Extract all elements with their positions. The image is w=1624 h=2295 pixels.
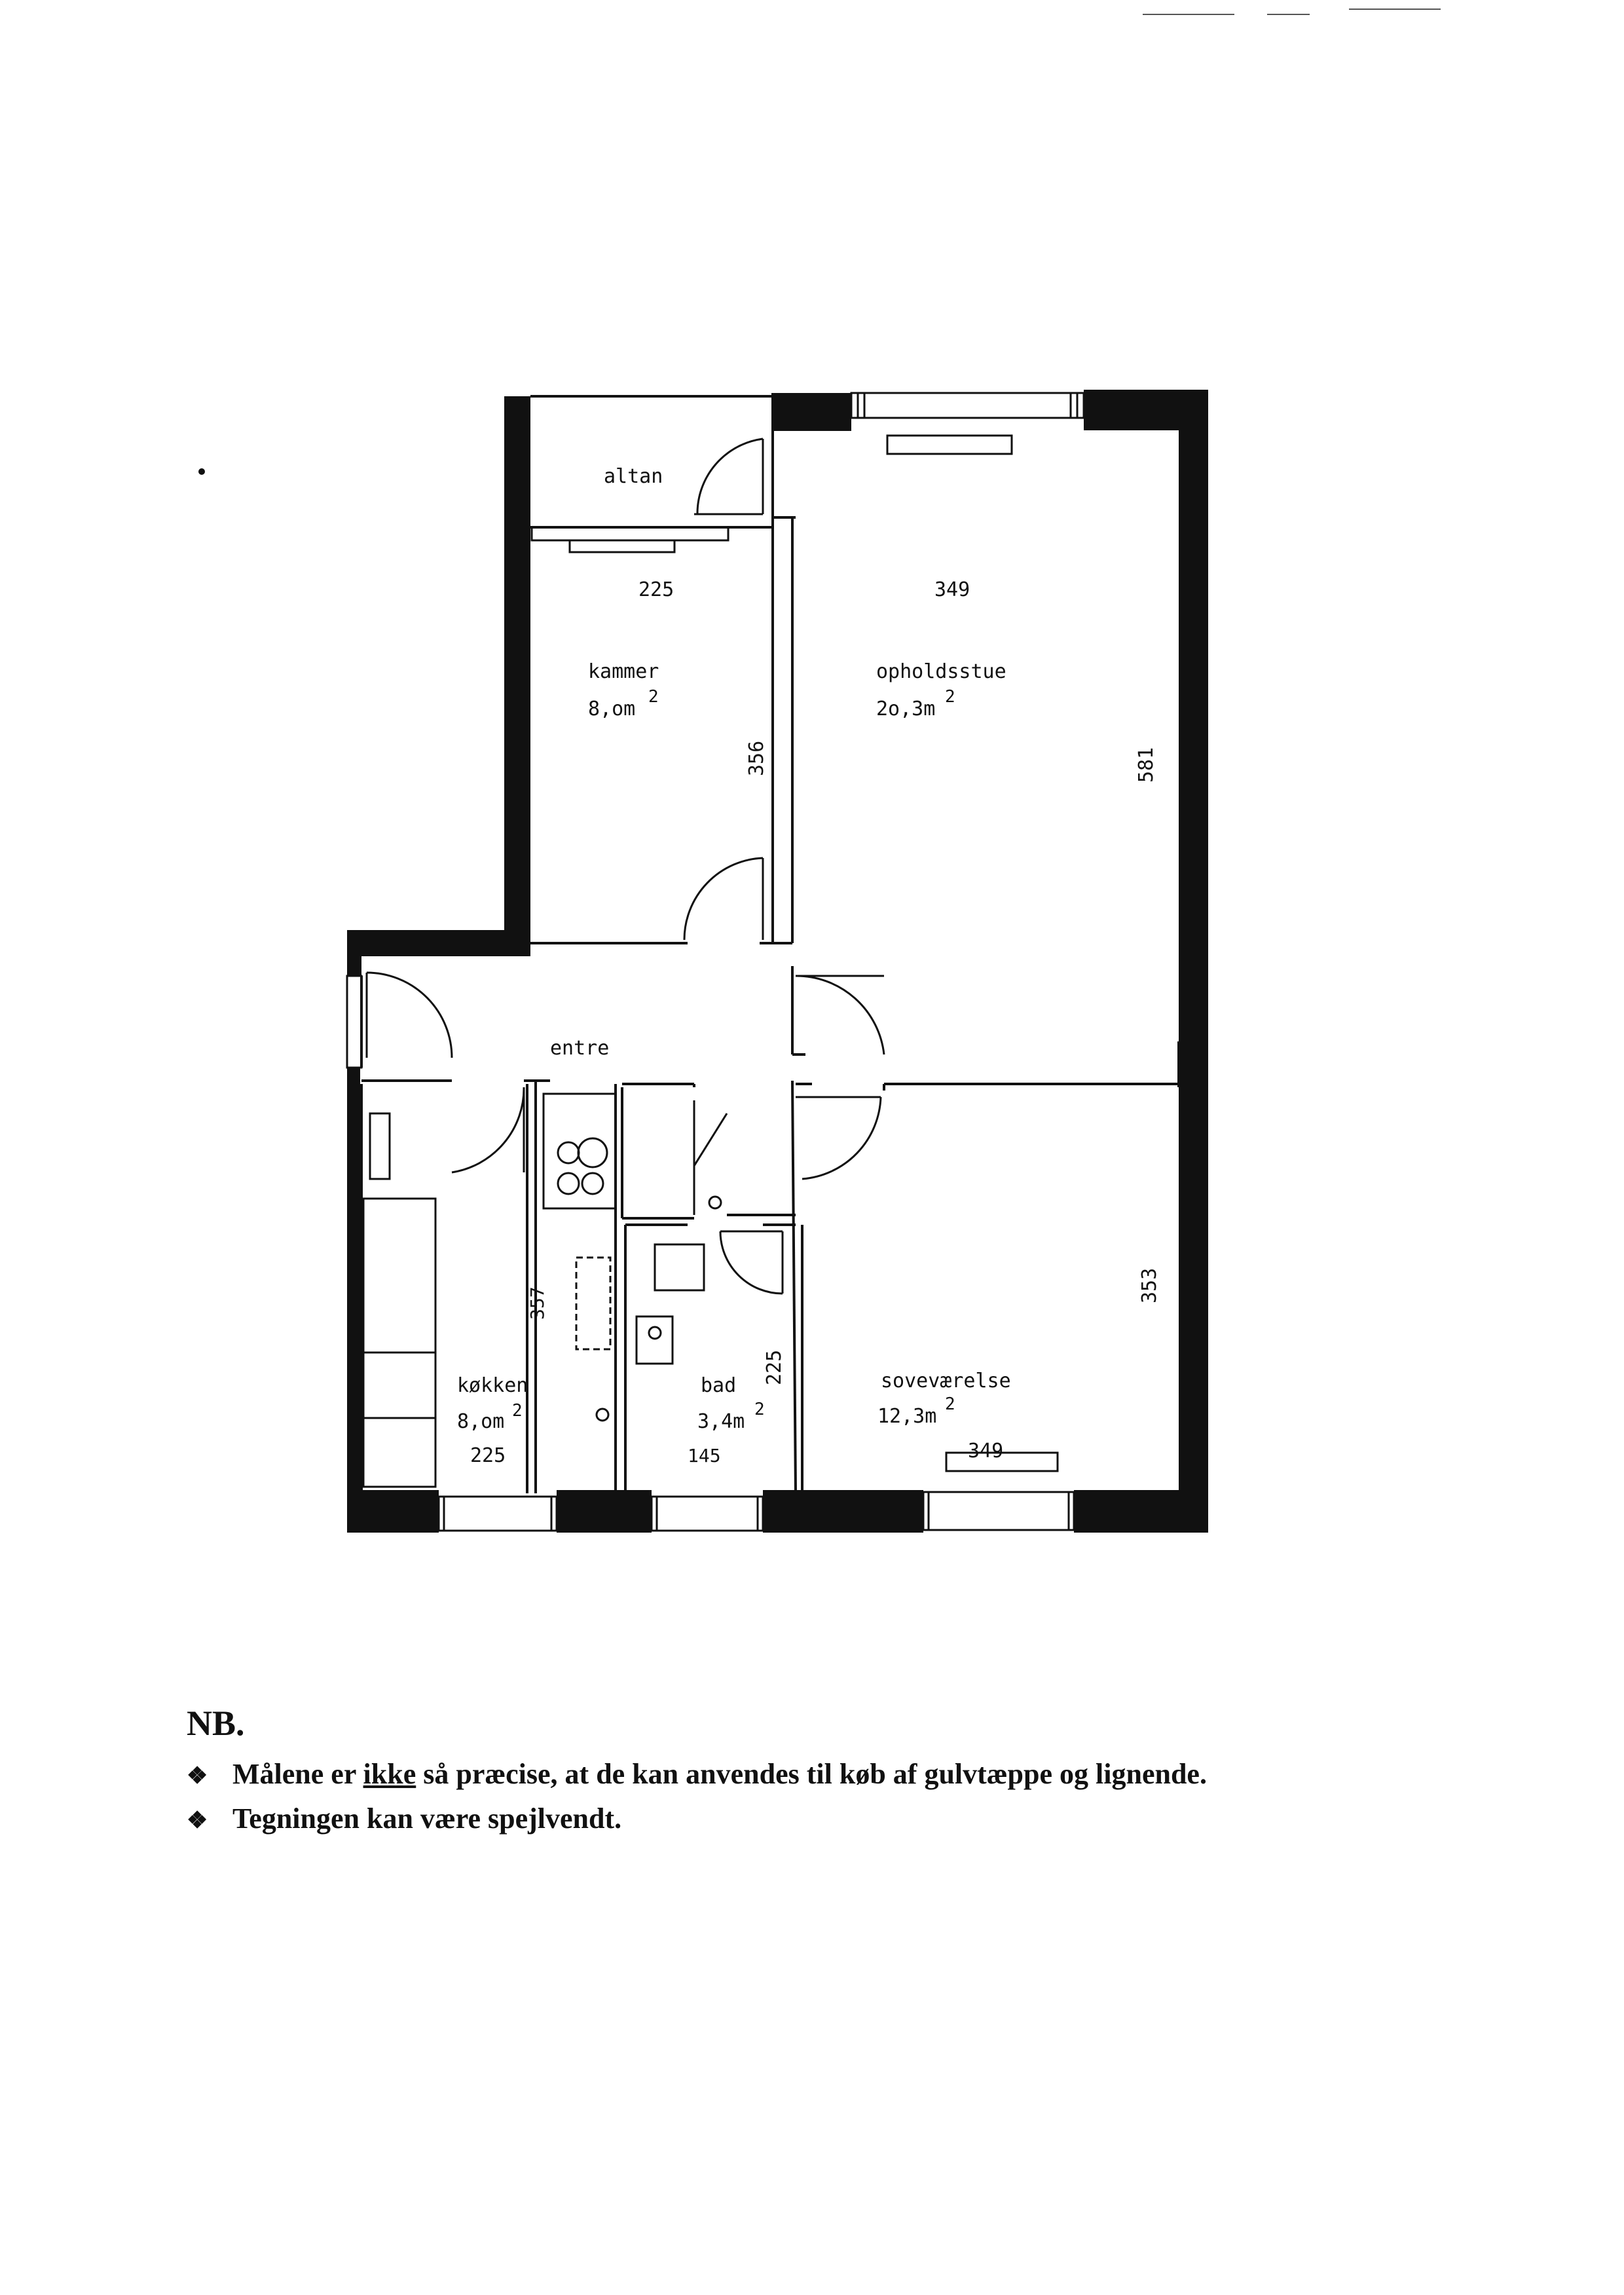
- opholdsstue-width: 349: [934, 578, 970, 601]
- bath-washbasin: [637, 1316, 673, 1364]
- opholdsstue-area-sup: 2: [945, 687, 955, 707]
- bullet-icon: ❖: [187, 1763, 208, 1789]
- stove-burner-icon: [582, 1173, 603, 1194]
- bad-depth: 225: [763, 1349, 786, 1385]
- door-kokken-swing: [452, 1087, 524, 1172]
- note-line-1-pre: Målene er: [232, 1758, 363, 1790]
- kammer-width: 225: [638, 578, 674, 601]
- tap-icon: [649, 1327, 661, 1339]
- stove-burner-icon: [558, 1142, 579, 1163]
- note-line-1-post: så præcise, at de kan anvendes til køb af gulvtæppe og lignende.: [416, 1758, 1207, 1790]
- door-closet: [694, 1113, 727, 1166]
- room-label-sovevaerelse: soveværelse: [881, 1370, 1011, 1392]
- door-opholdsstue-swing: [796, 976, 884, 1054]
- stove-burner-icon: [578, 1138, 607, 1167]
- kammer-depth: 356: [745, 740, 768, 776]
- room-label-bad: bad: [701, 1374, 737, 1397]
- room-label-altan: altan: [604, 465, 663, 488]
- kokken-area-sup: 2: [512, 1401, 523, 1421]
- opholdsstue-depth: 581: [1135, 747, 1158, 783]
- note-block: [187, 1703, 1207, 1842]
- door-bad-swing: [720, 1231, 783, 1294]
- bad-width: 145: [688, 1445, 721, 1466]
- room-labels: [457, 465, 1161, 1467]
- note-line-2: [187, 1797, 1207, 1842]
- kokken-area: 8,om: [457, 1410, 505, 1433]
- windows: [347, 393, 1084, 1531]
- kokken-depth: 357: [526, 1286, 548, 1320]
- sovevaerelse-area: 12,3m: [877, 1405, 937, 1428]
- kitchen-counter: [363, 1199, 435, 1487]
- kammer-area-sup: 2: [648, 687, 659, 707]
- scan-marks: [1143, 9, 1441, 14]
- sovevaerelse-width: 349: [968, 1440, 1004, 1463]
- door-kammer-swing: [684, 858, 763, 940]
- scan-dot: [198, 468, 205, 475]
- drain-icon: [709, 1197, 721, 1208]
- stove-burner-icon: [558, 1173, 579, 1194]
- room-label-entre: entre: [550, 1037, 610, 1060]
- note-line-1-underlined: ikke: [363, 1758, 416, 1790]
- kammer-area: 8,om: [588, 698, 636, 720]
- door-altan-swing: [697, 439, 763, 514]
- room-label-kammer: kammer: [588, 660, 659, 683]
- note-line-2-text: Tegningen kan være spejlvendt.: [232, 1802, 622, 1835]
- door-sovevaerelse-swing: [802, 1097, 881, 1179]
- sovevaerelse-depth: 353: [1138, 1267, 1161, 1303]
- bath-shower-tray: [655, 1244, 704, 1290]
- note-line-1: [187, 1753, 1207, 1797]
- note-title: NB.: [187, 1704, 245, 1743]
- kitchen-sink: [576, 1258, 610, 1349]
- bad-area: 3,4m: [697, 1410, 745, 1433]
- door-front-swing: [367, 973, 452, 1058]
- kokken-width: 225: [470, 1444, 506, 1467]
- tap-icon: [597, 1409, 608, 1421]
- bad-area-sup: 2: [754, 1400, 765, 1419]
- room-label-opholdsstue: opholdsstue: [876, 660, 1006, 683]
- doors: [367, 439, 884, 1294]
- cabinet: [370, 1113, 390, 1179]
- opholdsstue-area: 2o,3m: [876, 698, 936, 720]
- room-label-kokken: køkken: [457, 1374, 528, 1397]
- sovevaerelse-area-sup: 2: [945, 1394, 955, 1414]
- bullet-icon: ❖: [187, 1807, 208, 1833]
